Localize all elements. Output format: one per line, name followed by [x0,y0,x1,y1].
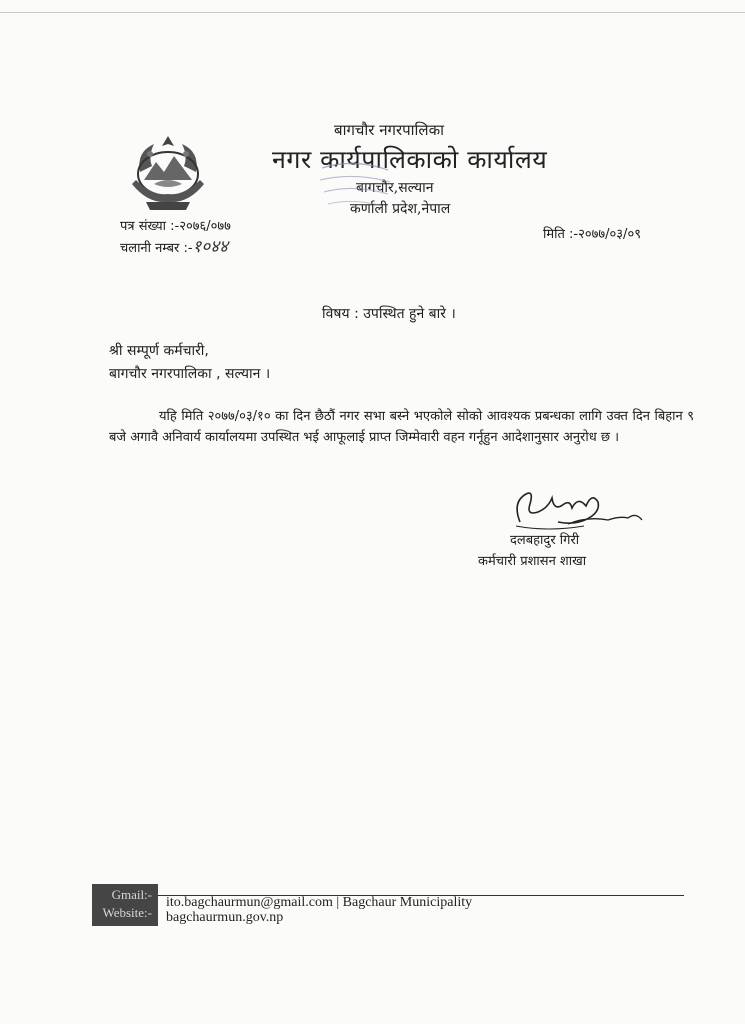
footer-contact: ito.bagchaurmun@gmail.com | Bagchaur Municipality [166,895,473,910]
footer-label-box [92,884,158,926]
nepal-emblem-icon [118,132,218,214]
dispatch-handwritten: १०४४ [192,237,228,257]
municipality-name: बागचौर नगरपालिका [334,121,444,139]
office-name: नगर कार्यपालिकाको कार्यालय [272,145,548,174]
signatory-name: दलबहादुर गिरी [510,533,580,548]
signatory-section: कर्मचारी प्रशासन शाखा [478,554,587,569]
letter-date: मिति :-२०७७/०३/०९ [543,227,641,242]
reference-number: पत्र संख्या :-२०७६/०७७ [120,219,231,234]
office-province: कर्णाली प्रदेश,नेपाल [350,201,451,217]
letter-body [109,406,694,448]
dispatch-label: चलानी नम्बर :- [120,241,193,256]
gmail-label: Gmail:- [111,887,152,902]
addressee-line-2: बागचौर नगरपालिका , सल्यान । [109,366,271,382]
signature-icon [508,482,648,534]
footer-website: bagchaurmun.gov.np [166,910,284,925]
office-stamp-icon [318,160,392,210]
page-edge-line [0,12,745,13]
office-location: बागचौर,सल्यान [356,180,434,196]
addressee-line-1: श्री सम्पूर्ण कर्मचारी, [109,343,209,359]
body-paragraph: यहि मिति २०७७/०३/१० का दिन छैठौं नगर सभा बस्ने भएकोले सोको आवश्यक प्रबन्धका लागि उक्त दिन बिहान ९ बजे अगावै अनिवार्य कार्यालयमा उपस्थित भई आफूलाई प्राप्त जिम्मेवारी वहन गर्नूहुन आदेशानुसार अनुरोध छ । [109,409,694,445]
letter-subject: विषय : उपस्थित हुने बारे । [322,306,456,322]
website-label: Website:- [102,905,152,920]
dispatch-number [120,234,228,257]
